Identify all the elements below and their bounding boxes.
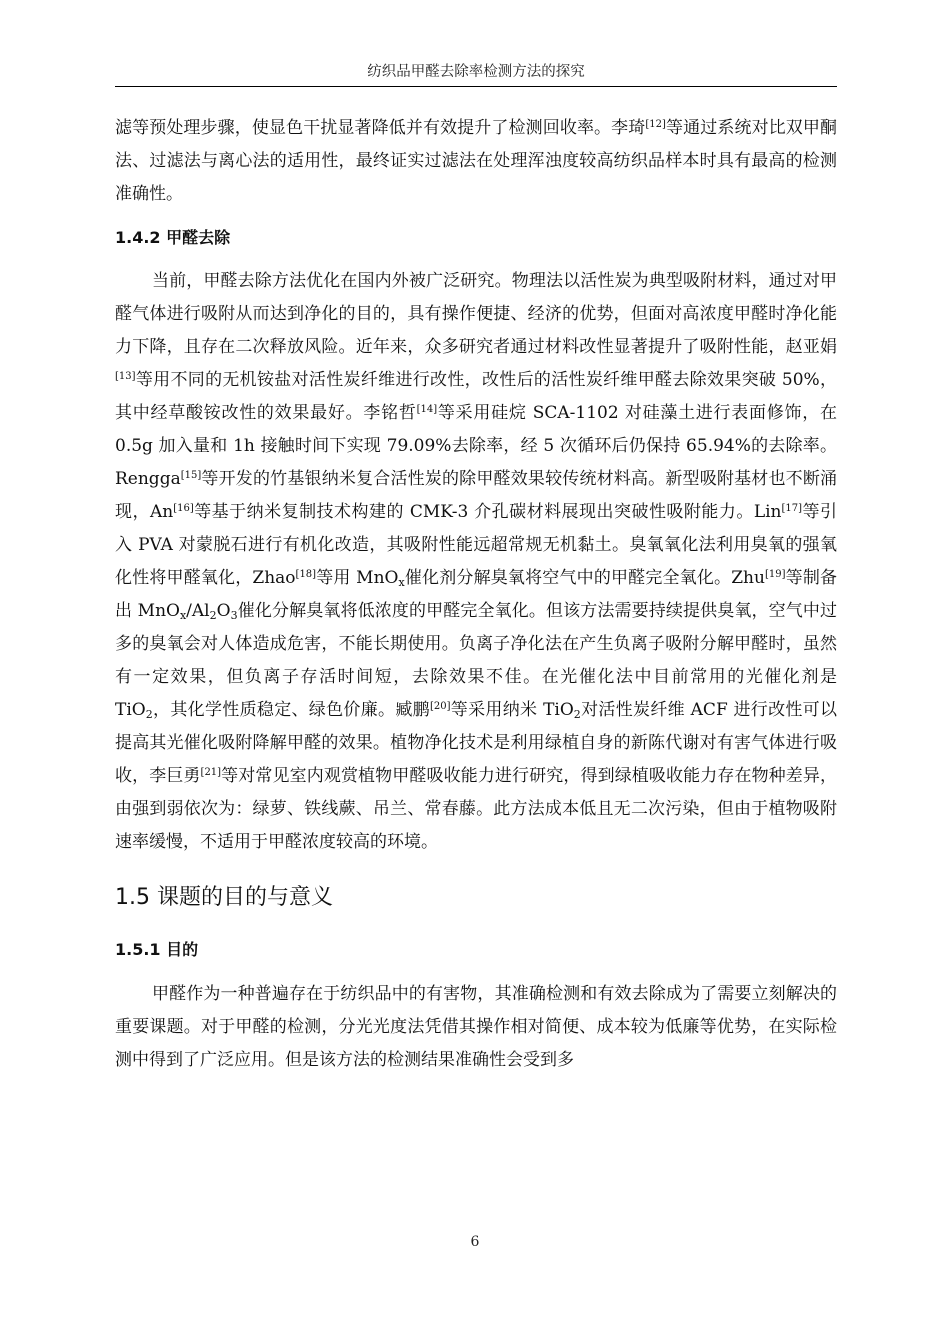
page-content — [115, 112, 837, 1077]
citation-20: [20] — [429, 701, 451, 712]
citation-15: [15] — [180, 470, 202, 481]
citation-13: [13] — [115, 371, 136, 382]
citation-14: [14] — [416, 404, 438, 415]
citation-16: [16] — [173, 503, 194, 514]
paragraph-pretreatment: 滤等预处理步骤，使显色干扰显著降低并有效提升了检测回收率。李琦[12]等通过系统对比双甲酮法、过滤法与离心法的适用性，最终证实过滤法在处理浑浊度较高纺织品样本时具有最高的检测准确性。 — [115, 118, 838, 204]
header-rule — [115, 86, 837, 87]
citation-18: [18] — [295, 569, 317, 580]
citation-21: [21] — [200, 767, 222, 778]
citation-19: [19] — [764, 569, 786, 580]
citation-17: [17] — [781, 503, 803, 514]
page-number: 6 — [470, 1234, 480, 1250]
paragraph-formaldehyde-removal: 当前，甲醛去除方法优化在国内外被广泛研究。物理法以活性炭为典型吸附材料，通过对甲醛气体进行吸附从而达到净化的目的，具有操作便捷、经济的优势，但面对高浓度甲醛时净化能力下降，且存在二次释放风险。近年来，众多研究者通过材料改性显著提升了吸附性能，赵亚娟[13]等用不同的无机铵盐对活性炭纤维进行改性，改性后的活性炭纤维甲醛去除效果突破 50%，其中经草酸铵改性的效果最好。李铭哲[14]等采用硅烷 SCA-1102 对硅藻土进行表面修饰，在 0.5g 加入量和 1h 接触时间下实现 79.09%去除率，经 5 次循环后仍保持 65.94%的去除率。Rengga[15]等开发的竹基银纳米复合活性炭的除甲醛效果较传统材料高。新型吸附基材也不断涌现，An[16]等基于纳米复制技术构建的 CMK-3 介孔碳材料展现出突破性吸附能力。Lin[17]等引入 PVA 对蒙脱石进行有机化改造，其吸附性能远超常规无机黏土。臭氧氧化法利用臭氧的强氧化性将甲醛氧化，Zhao[18]等用 MnO$_x$催化剂分解臭氧将空气中的甲醛完全氧化。Zhu[19]等制备出 $MnO_x/Al_2O_3$催化分解臭氧将低浓度的甲醛完全氧化。但该方法需要持续提供臭氧，空气中过多的臭氧会对人体造成危害，不能长期使用。负离子净化法在产生负离子吸附分解甲醛时，虽然有一定效果，但负离子存活时间短，去除效果不佳。在光催化法中目前常用的光催化剂是 TiO$_2$，其化学性质稳定、绿色价廉。臧鹏[20]等采用纳米 TiO$_2$对活性炭纤维 ACF 进行改性可以提高其光催化吸附降解甲醛的效果。植物净化技术是利用绿植自身的新陈代谢对有害气体进行吸收，李巨勇[21]等对常见室内观赏植物甲醛吸收能力进行研究，得到绿植吸收能力存在物种差异，由强到弱依次为：绿萝、铁线蕨、吊兰、常春藤。此方法成本低且无二次污染，但由于植物吸附速率缓慢，不适用于甲醛浓度较高的环境。 — [115, 271, 838, 852]
section-heading-1-4-2: 1.4.2 甲醛去除 — [115, 228, 231, 247]
section-heading-1-5-1: 1.5.1 目的 — [115, 940, 199, 959]
citation-12: [12] — [645, 119, 666, 130]
paragraph-purpose: 甲醛作为一种普遍存在于纺织品中的有害物，其准确检测和有效去除成为了需要立刻解决的重要课题。对于甲醛的检测，分光光度法凭借其操作相对简便、成本较为低廉等优势，在实际检测中得到了广泛应用。但是该方法的检测结果准确性会受到多 — [115, 984, 837, 1070]
section-heading-1-5: 1.5 课题的目的与意义 — [115, 885, 333, 910]
running-header: 纺织品甲醛去除率检测方法的探究 — [367, 64, 585, 80]
